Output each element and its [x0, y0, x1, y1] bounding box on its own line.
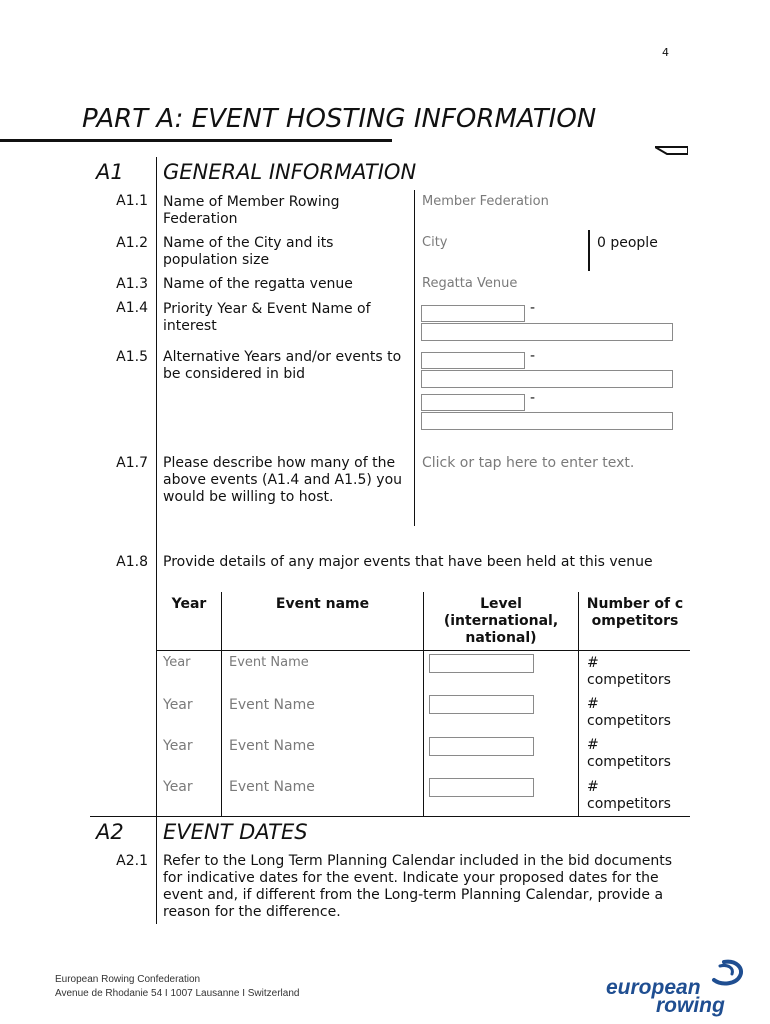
question-label: Name of Member Rowing Federation — [163, 194, 340, 227]
year-dash: - — [530, 348, 536, 364]
question-label: Priority Year & Event Name of interest — [163, 301, 371, 334]
alt-year-input-2[interactable] — [421, 394, 525, 411]
question-label: Name of the City and its population size — [163, 235, 334, 268]
answer-divider — [414, 190, 415, 526]
table-col-line — [221, 592, 222, 816]
part-title: PART A: EVENT HOSTING INFORMATION — [82, 104, 597, 134]
population-divider — [588, 230, 590, 271]
competitors-field[interactable]: # competitors — [587, 655, 671, 688]
question-number: A1.4 — [116, 300, 148, 316]
page-number: 4 — [662, 46, 669, 59]
year-field[interactable]: Year — [163, 779, 193, 795]
col-header-competitors: Number of competitors — [586, 596, 684, 629]
question-label: Provide details of any major events that have been held at this venue — [163, 554, 653, 570]
priority-event-input[interactable] — [421, 323, 673, 341]
level-input[interactable] — [429, 737, 534, 756]
year-dash: - — [530, 300, 536, 316]
section-number-a1: A1 — [96, 160, 124, 184]
question-number: A1.8 — [116, 554, 148, 570]
question-number: A1.3 — [116, 276, 148, 292]
corner-tab-icon — [655, 146, 688, 155]
competitors-field[interactable]: # competitors — [587, 737, 671, 770]
section-title-a1: GENERAL INFORMATION — [163, 160, 417, 184]
question-number: A1.7 — [116, 455, 148, 471]
competitors-field[interactable]: # competitors — [587, 696, 671, 729]
table-col-line — [423, 592, 424, 816]
event-name-field[interactable]: Event Name — [229, 655, 309, 670]
question-number: A1.2 — [116, 235, 148, 251]
european-rowing-logo — [604, 958, 750, 1018]
population-field[interactable]: 0 people — [597, 235, 658, 251]
event-name-field[interactable]: Event Name — [229, 779, 315, 795]
footer-address: Avenue de Rhodanie 54 I 1007 Lausanne I Switzerland — [55, 988, 300, 999]
regatta-venue-field[interactable]: Regatta Venue — [422, 276, 518, 291]
table-header-rule — [157, 650, 690, 651]
section-title-a2: EVENT DATES — [163, 820, 308, 844]
city-field[interactable]: City — [422, 235, 448, 250]
section-divider — [156, 157, 157, 924]
event-name-field[interactable]: Event Name — [229, 697, 315, 713]
col-header-level: Level (international, national) — [443, 596, 559, 646]
section-number-a2: A2 — [96, 820, 124, 844]
priority-year-input[interactable] — [421, 305, 525, 322]
year-field[interactable]: Year — [163, 738, 193, 754]
question-number: A2.1 — [116, 853, 148, 869]
col-header-year: Year — [171, 596, 207, 612]
member-federation-field[interactable]: Member Federation — [422, 194, 549, 209]
question-label: Alternative Years and/or events to be considered in bid — [163, 349, 402, 382]
col-header-event: Event name — [275, 596, 370, 612]
question-number: A1.5 — [116, 349, 148, 365]
alt-year-input-1[interactable] — [421, 352, 525, 369]
question-label: Please describe how many of the above events (A1.4 and A1.5) you would be willing to host. — [163, 455, 403, 505]
level-input[interactable] — [429, 778, 534, 797]
logo-swirl-icon — [700, 958, 748, 990]
logo-text-rowing: rowing — [656, 994, 725, 1017]
alt-event-input-2[interactable] — [421, 412, 673, 430]
hosting-count-field[interactable]: Click or tap here to enter text. — [422, 455, 635, 471]
level-input[interactable] — [429, 654, 534, 673]
title-rule — [0, 139, 392, 142]
footer-organization: European Rowing Confederation — [55, 974, 201, 985]
year-field[interactable]: Year — [163, 655, 191, 670]
alt-event-input-1[interactable] — [421, 370, 673, 388]
question-label: Refer to the Long Term Planning Calendar included in the bid documents for indicative dates for the event. Indicate your proposed dates for the event and, if different from the Long-term Planning Calendar, provide a reason for the difference. — [163, 853, 673, 920]
table-bottom-rule — [90, 816, 690, 817]
year-field[interactable]: Year — [163, 697, 193, 713]
question-label: Name of the regatta venue — [163, 276, 353, 292]
year-dash: - — [530, 390, 536, 406]
table-col-line — [578, 592, 579, 816]
event-name-field[interactable]: Event Name — [229, 738, 315, 754]
question-number: A1.1 — [116, 193, 148, 209]
level-input[interactable] — [429, 695, 534, 714]
competitors-field[interactable]: # competitors — [587, 779, 671, 812]
logo-text-european: european — [606, 976, 701, 999]
